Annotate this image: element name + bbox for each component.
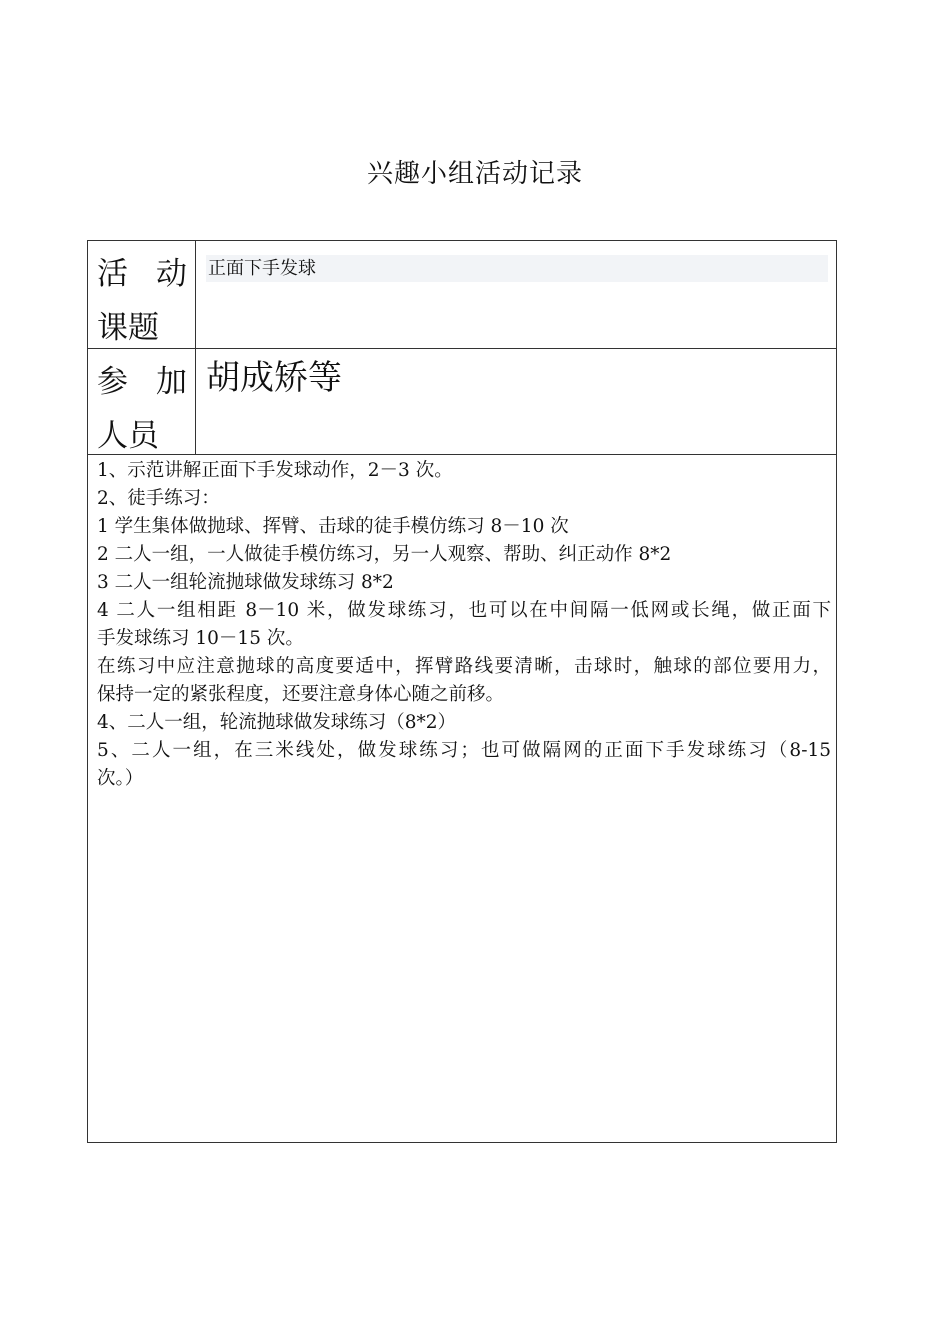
content-line: 1、示范讲解正面下手发球动作，2－3 次。 [97, 460, 453, 481]
members-label-cell [88, 349, 196, 454]
activity-content [97, 457, 831, 793]
topic-value: 正面下手发球 [206, 255, 828, 282]
members-label-char-2: 加 [156, 364, 187, 400]
topic-label-cell [88, 241, 196, 348]
content-line: 2、徒手练习： [97, 488, 220, 509]
content-line: 在练习中应注意抛球的高度要适中，挥臂路线要清晰，击球时，触球的部位要用力， [97, 656, 831, 677]
members-value-cell [196, 349, 836, 454]
content-line: 5、二人一组，在三米线处，做发球练习；也可做隔网的正面下手发球练习（8-15 [97, 740, 831, 761]
content-line: 2 二人一组，一人做徒手模仿练习，另一人观察、帮助、纠正动作 8*2 [97, 544, 672, 565]
topic-value-cell [196, 241, 836, 348]
content-line: 3 二人一组轮流抛球做发球练习 8*2 [97, 572, 394, 593]
topic-label-line-1 [97, 247, 187, 301]
members-label-char-1: 参 [97, 364, 128, 400]
activity-record-table [87, 240, 837, 1143]
content-row [88, 455, 836, 1142]
members-value: 胡成矫等 [206, 358, 342, 398]
members-row [88, 349, 836, 455]
document-title: 兴趣小组活动记录 [366, 159, 583, 189]
members-label-line-2: 人员 [97, 418, 159, 454]
topic-label-line-2: 课题 [97, 310, 159, 346]
content-line: 1 学生集体做抛球、挥臂、击球的徒手模仿练习 8－10 次 [97, 516, 569, 537]
content-line: 手发球练习 10－15 次。 [97, 628, 304, 649]
content-line: 4 二人一组相距 8－10 米，做发球练习，也可以在中间隔一低网或长绳，做正面下 [97, 600, 831, 621]
content-line: 次。） [97, 768, 144, 789]
content-line: 4、二人一组，轮流抛球做发球练习（8*2） [97, 712, 457, 733]
topic-label-char-2: 动 [156, 256, 187, 292]
topic-label-char-1: 活 [97, 256, 128, 292]
topic-row [88, 241, 836, 349]
members-label-line-1 [97, 355, 187, 409]
content-line: 保持一定的紧张程度，还要注意身体心随之前移。 [97, 684, 505, 705]
